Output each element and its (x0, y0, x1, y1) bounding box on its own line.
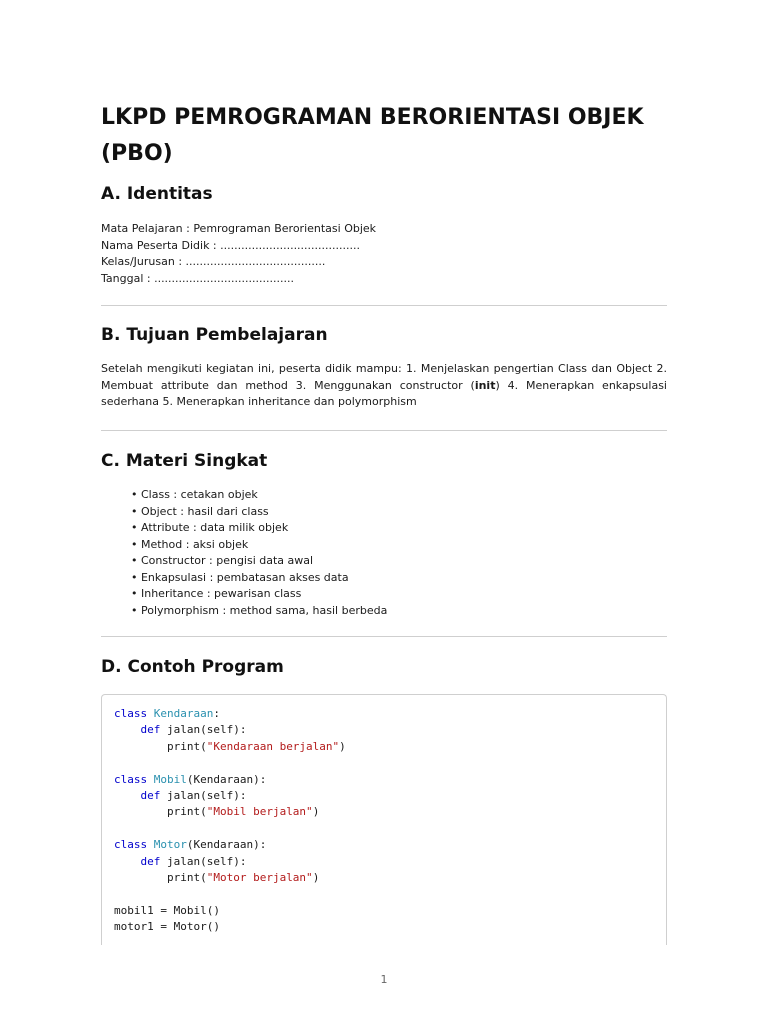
section-contoh-heading: D. Contoh Program (101, 657, 284, 677)
code-text: : (213, 707, 220, 720)
section-materi-heading: C. Materi Singkat (101, 451, 268, 471)
code-text: ) (339, 739, 346, 753)
code-text: jalan(self): (160, 854, 247, 868)
code-line (114, 740, 346, 753)
code-text: mobil1 = Mobil() (114, 903, 220, 917)
code-string: "Mobil berjalan" (206, 805, 313, 819)
tujuan-text-bold: init (474, 378, 496, 392)
list-item: • Inheritance : pewarisan class (131, 587, 302, 600)
code-string: "Motor berjalan" (206, 871, 313, 885)
code-class-name: Mobil (153, 772, 187, 786)
code-listing (102, 695, 666, 936)
code-text: jalan(self): (160, 789, 247, 803)
list-item: • Constructor : pengisi data awal (131, 554, 314, 567)
tujuan-paragraph (101, 361, 667, 411)
code-text: ) (312, 805, 320, 819)
list-item: • Attribute : data milik objek (131, 521, 289, 534)
code-class-name: Kendaraan (153, 707, 214, 720)
code-line (114, 805, 319, 818)
code-keyword: class (114, 707, 154, 720)
list-item: • Object : hasil dari class (131, 504, 269, 518)
code-line (114, 707, 220, 720)
code-class-name: Motor (153, 838, 187, 852)
code-line (114, 838, 266, 851)
code-line (114, 904, 220, 917)
section-tujuan-heading: B. Tujuan Pembelajaran (101, 325, 328, 345)
page-number: 1 (380, 973, 388, 986)
code-string: "Kendaraan berjalan" (206, 739, 340, 753)
section-identitas-heading: A. Identitas (101, 184, 213, 204)
code-block (101, 694, 667, 945)
identitas-line: Nama Peserta Didik : ........................................ (101, 238, 360, 252)
code-keyword: def (140, 789, 161, 803)
code-text (114, 789, 141, 802)
code-line (114, 920, 220, 933)
code-line (114, 871, 319, 884)
code-keyword: def (140, 723, 161, 737)
list-item: • Enkapsulasi : pembatasan akses data (131, 570, 349, 584)
code-text: ) (312, 871, 320, 885)
code-line (114, 855, 246, 868)
code-text: jalan(self): (160, 723, 247, 737)
code-text: print( (114, 871, 207, 885)
code-line (114, 789, 246, 802)
identitas-block (101, 221, 376, 287)
section-divider (101, 305, 667, 306)
code-line (114, 723, 246, 736)
section-divider (101, 636, 667, 637)
code-text (114, 855, 141, 868)
code-text: (Kendaraan): (186, 838, 267, 852)
code-line (114, 773, 266, 786)
tujuan-text-after: ) 4. Menerapkan enkapsulasi sederhana 5. Menerapkan inheritance dan polymorphism (101, 378, 667, 408)
identitas-line: Mata Pelajaran : Pemrograman Berorientasi Objek (101, 222, 377, 235)
identitas-line: Kelas/Jurusan : ........................................ (101, 255, 326, 268)
code-text: motor1 = Motor() (114, 920, 220, 934)
list-item: • Class : cetakan objek (131, 488, 258, 501)
code-text: print( (114, 805, 207, 819)
tujuan-text-before: Setelah mengikuti kegiatan ini, peserta didik mampu: 1. Menjelaskan pengertian Class dan Object 2. Membuat attribute dan method 3. Menggunakan constructor ( (101, 362, 667, 392)
code-keyword: def (140, 854, 161, 868)
code-text: (Kendaraan): (186, 772, 267, 786)
list-item: • Method : aksi objek (131, 537, 249, 551)
code-keyword: class (114, 838, 154, 852)
section-divider (101, 430, 667, 431)
materi-list (131, 487, 387, 619)
document-title: LKPD PEMROGRAMAN BERORIENTASI OBJEK (PBO) (101, 105, 644, 166)
list-item: • Polymorphism : method sama, hasil berbeda (131, 603, 388, 617)
identitas-line: Tanggal : ........................................ (101, 271, 294, 285)
code-text (114, 723, 141, 736)
code-text: print( (114, 739, 207, 753)
code-keyword: class (114, 772, 154, 786)
